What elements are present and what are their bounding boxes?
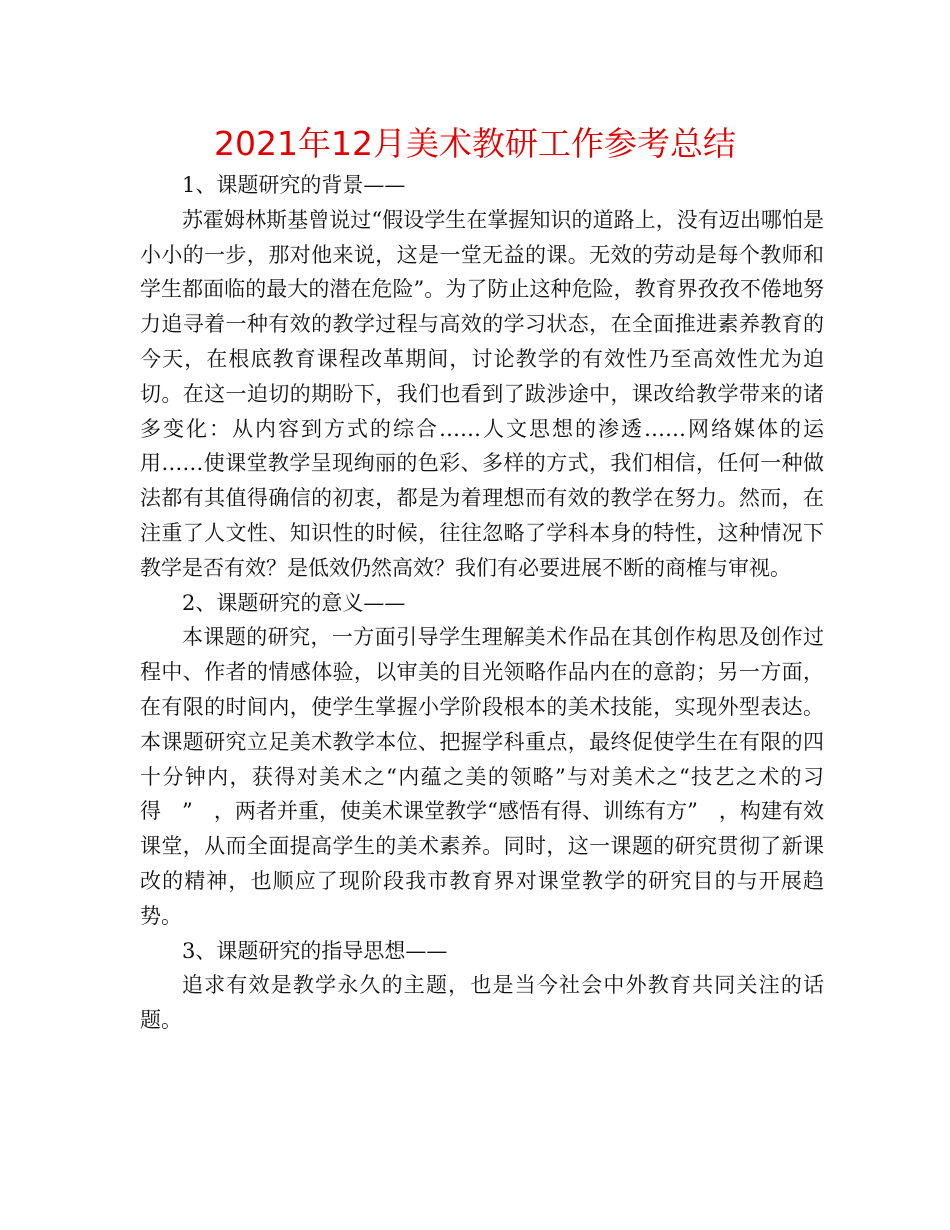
document-body: [140, 168, 824, 1038]
section-heading-background: 1、课题研究的背景——: [182, 173, 406, 197]
paragraph-guiding-thought: 追求有效是教学永久的主题，也是当今社会中外教育共同关注的话题。: [140, 973, 824, 1033]
document-title: 2021年12月美术教研工作参考总结: [214, 124, 736, 163]
section-heading-significance: 2、课题研究的意义——: [182, 590, 406, 615]
section-heading-guiding-thought: 3、课题研究的指导思想——: [182, 938, 448, 963]
paragraph-background: 苏霍姆林斯基曾说过“假设学生在掌握知识的道路上，没有迈出哪怕是小小的一步，那对他来说，这是一堂无益的课。无效的劳动是每个教师和学生都面临的最大的潜在危险”。为了防止这种危险，教育界孜孜不倦地努力追寻着一种有效的教学过程与高效的学习状态，在全面推进素养教育的今天，在根底教育课程改革期间，讨论教学的有效性乃至高效性尤为迫切。在这一迫切的期盼下，我们也看到了跋涉途中，课改给教学带来的诸多变化：从内容到方式的综合……人文思想的渗透……网络媒体的运用……使课堂教学呈现绚丽的色彩、多样的方式，我们相信，任何一种做法都有其值得确信的初衷，都是为着理想而有效的教学在努力。然而，在注重了人文性、知识性的时候，往往忽略了学科本身的特性，这种情况下教学是否有效？是低效仍然高效？我们有必要进展不断的商榷与审视。: [140, 207, 824, 580]
paragraph-significance: 本课题的研究，一方面引导学生理解美术作品在其创作构思及创作过程中、作者的情感体验，以审美的目光领略作品内在的意韵；另一方面，在有限的时间内，使学生掌握小学阶段根本的美术技能，实现外型表达。本课题研究立足美术教学本位、把握学科重点，最终促使学生在有限的四十分钟内，获得对美术之“内蕴之美的领略”与对美术之“技艺之术的习得 ” ，两者并重，使美术课堂教学“感悟有得、训练有方” ，构建有效课堂，从而全面提高学生的美术素养。同时，这一课题的研究贯彻了新课改的精神，也顺应了现阶段我市教育界对课堂教学的研究目的与开展趋势。: [140, 625, 824, 928]
